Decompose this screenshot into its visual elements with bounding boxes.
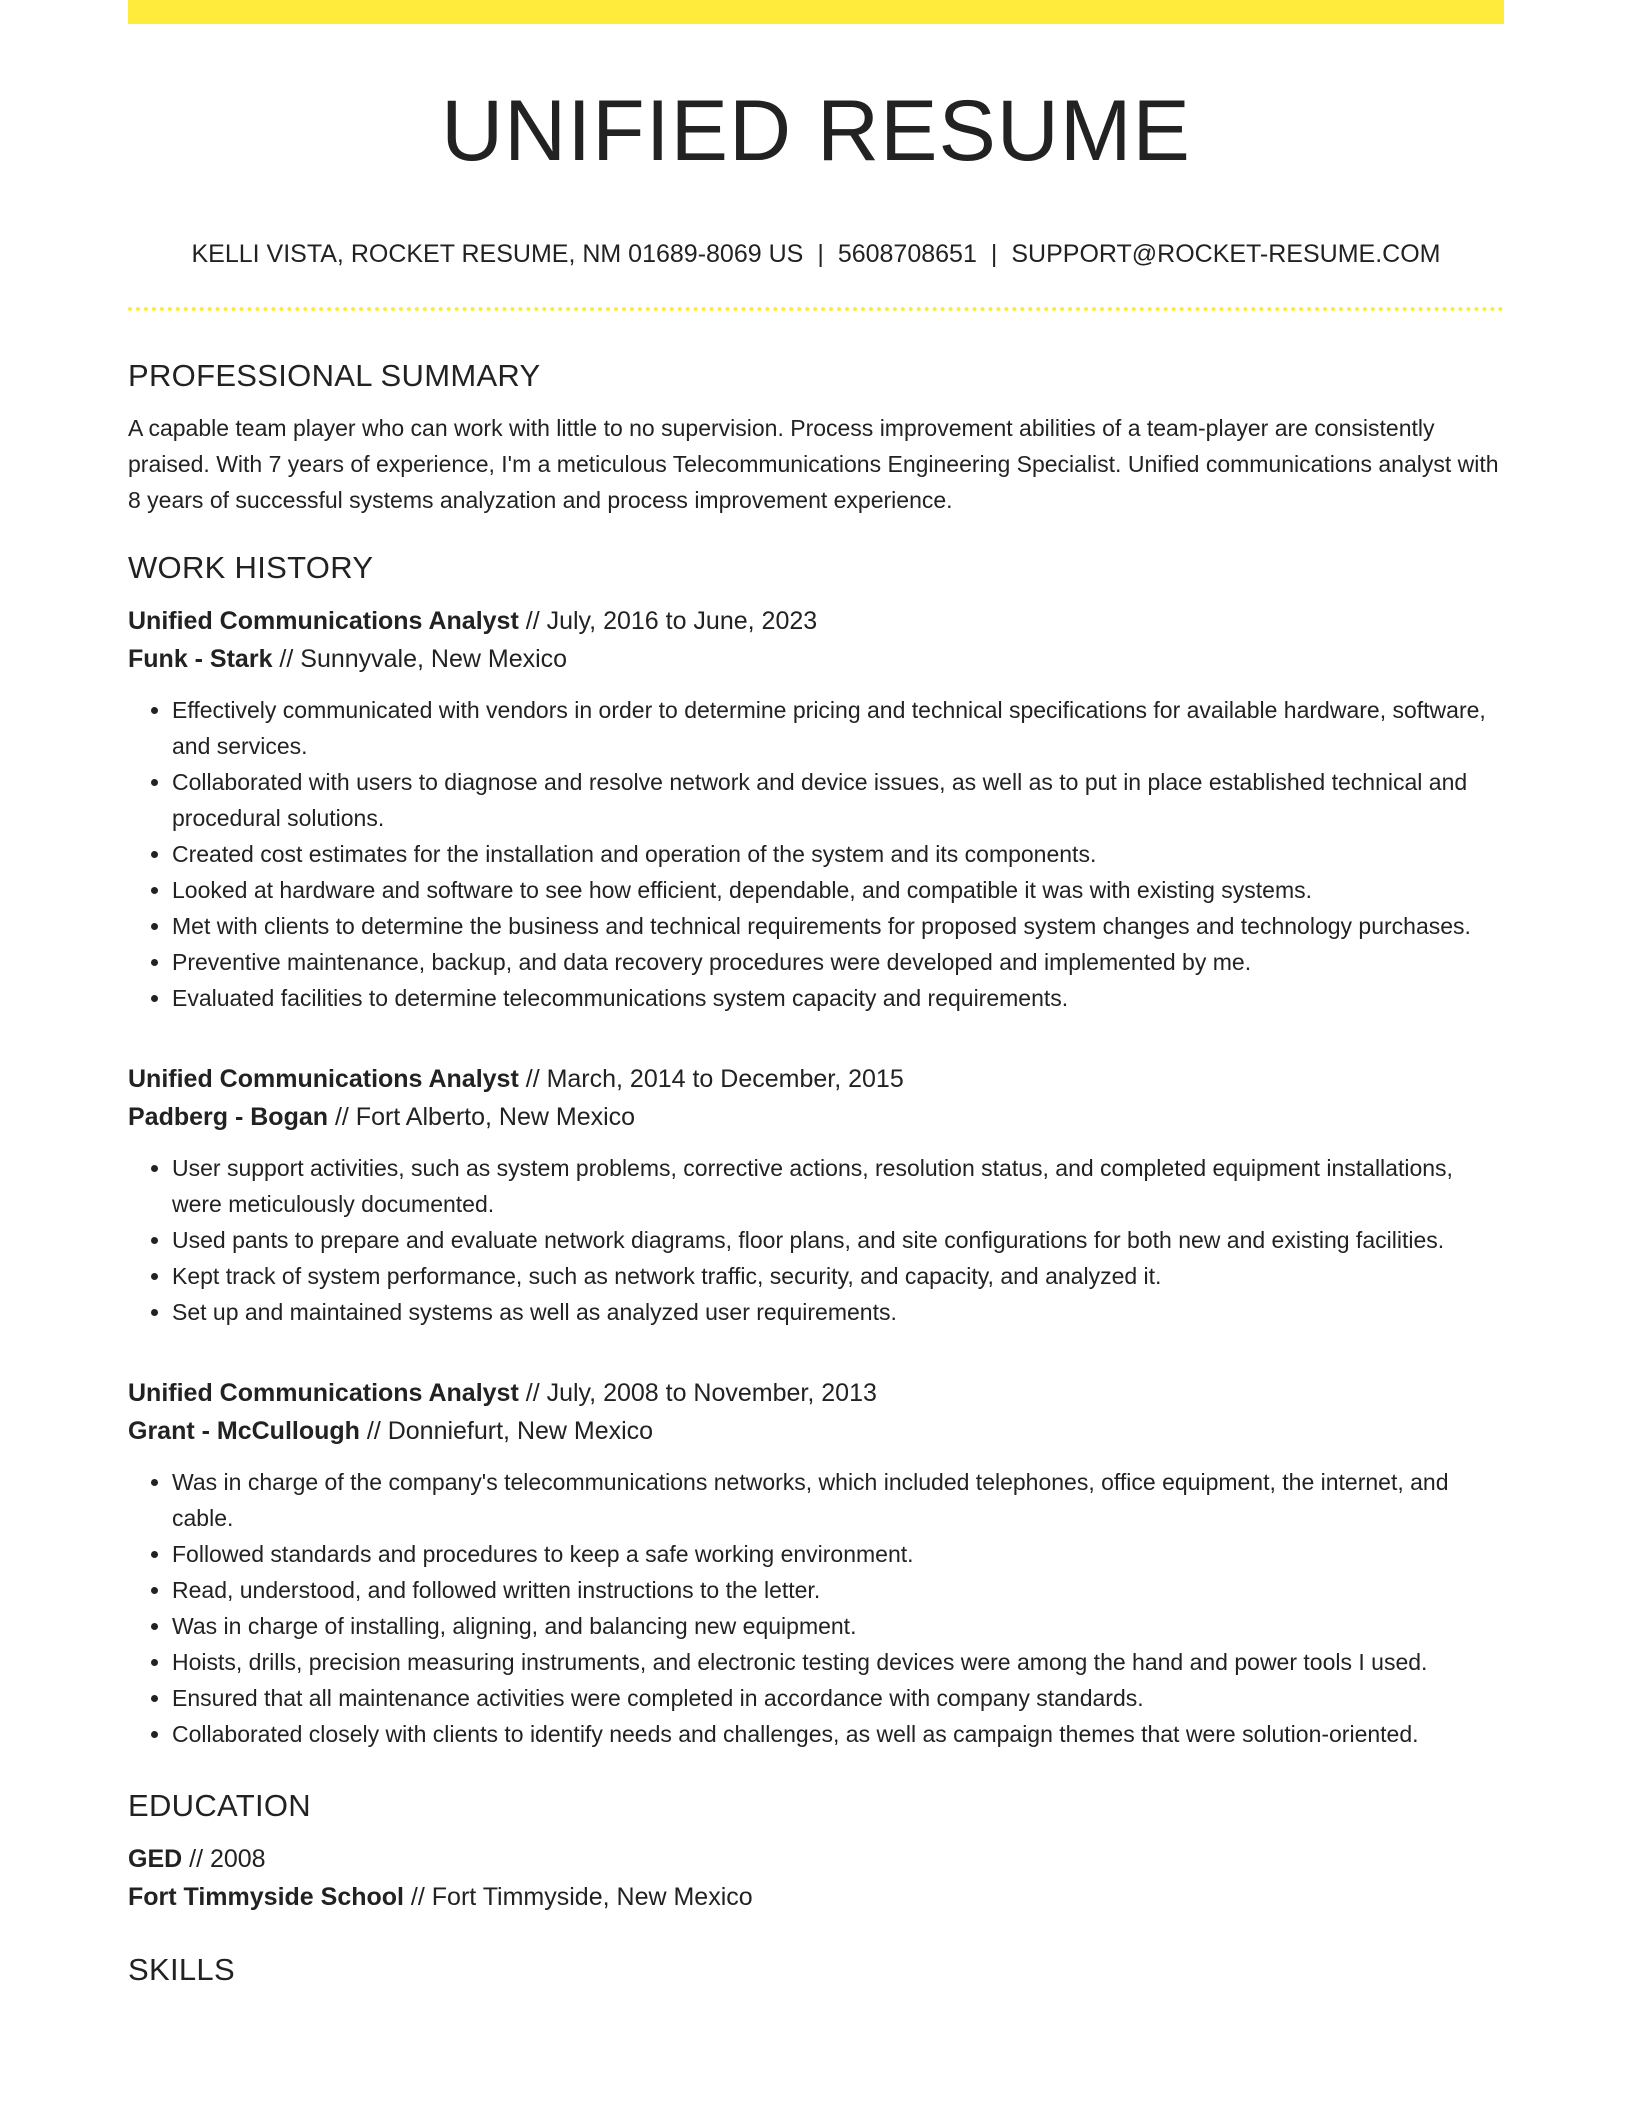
- job-location: // Fort Alberto, New Mexico: [328, 1103, 636, 1131]
- professional-summary-section: [128, 352, 1504, 518]
- job-bullet: • Collaborated with users to diagnose and resolve network and device issues, as well as to put in place established technical and procedural solutions.: [172, 764, 1504, 836]
- job-bullets: [128, 1150, 1504, 1330]
- section-title-education: EDUCATION: [128, 1788, 311, 1823]
- job-bullet: • Ensured that all maintenance activities were completed in accordance with company standards.: [172, 1680, 1504, 1716]
- education-year: // 2008: [182, 1845, 266, 1873]
- job-bullets: [128, 692, 1504, 1016]
- job-bullet: • Kept track of system performance, such as network traffic, security, and capacity, and analyzed it.: [172, 1258, 1504, 1294]
- contact-separator: |: [817, 240, 824, 268]
- job-bullet: • Collaborated closely with clients to identify needs and challenges, as well as campaign themes that were solution-oriented.: [172, 1716, 1504, 1752]
- job-dates: // July, 2008 to November, 2013: [518, 1379, 877, 1407]
- contact-separator: |: [990, 240, 998, 268]
- education-section: [128, 1782, 1504, 1916]
- job-company: Padberg - Bogan: [128, 1103, 329, 1131]
- job-bullet: • Was in charge of the company's telecommunications networks, which included telephones, office equipment, the internet, and cable.: [172, 1464, 1504, 1536]
- job-role: Unified Communications Analyst: [128, 1065, 519, 1093]
- contact-line: [128, 236, 1504, 272]
- resume-title: UNIFIED RESUME: [441, 83, 1191, 179]
- job-bullet: • Read, understood, and followed written instructions to the letter.: [172, 1572, 1504, 1608]
- job-bullet: • Met with clients to determine the business and technical requirements for proposed system changes and technology purchases.: [172, 908, 1504, 944]
- job-bullet: • Was in charge of installing, aligning, and balancing new equipment.: [172, 1608, 1504, 1644]
- education-degree: GED: [128, 1845, 183, 1873]
- job-role-line: [128, 1060, 1504, 1098]
- job-company-line: [128, 640, 1504, 678]
- education-entry: [128, 1840, 1504, 1916]
- job-company-line: [128, 1412, 1504, 1450]
- job-bullet: • Preventive maintenance, backup, and data recovery procedures were developed and implemented by me.: [172, 944, 1504, 980]
- section-title-summary: PROFESSIONAL SUMMARY: [128, 358, 541, 393]
- job-entry: [128, 1060, 1504, 1330]
- job-entry: [128, 602, 1504, 1016]
- education-school-line: [128, 1878, 1504, 1916]
- job-bullets: [128, 1464, 1504, 1752]
- job-bullet: • Set up and maintained systems as well as analyzed user requirements.: [172, 1294, 1504, 1330]
- job-bullet: • Evaluated facilities to determine telecommunications system capacity and requirements.: [172, 980, 1504, 1016]
- job-bullet: • User support activities, such as system problems, corrective actions, resolution status, and completed equipment installations, were meticulously documented.: [172, 1150, 1504, 1222]
- skills-section: [128, 1946, 1504, 1994]
- job-company-line: [128, 1098, 1504, 1136]
- top-accent-bar: [128, 0, 1504, 24]
- job-bullet: • Used pants to prepare and evaluate network diagrams, floor plans, and site configurations for both new and existing facilities.: [172, 1222, 1504, 1258]
- job-dates: // March, 2014 to December, 2015: [518, 1065, 904, 1093]
- job-bullet: • Hoists, drills, precision measuring instruments, and electronic testing devices were among the hand and power tools I used.: [172, 1644, 1504, 1680]
- resume-content: [128, 352, 1504, 1994]
- job-entry: [128, 1374, 1504, 1752]
- summary-text: A capable team player who can work with little to no supervision. Process improvement abilities of a team-player are consistently praised. With 7 years of experience, I'm a meticulous Telecommunications Engineering Specialist. Unified communications analyst with 8 years of successful systems analyzation and process improvement experience.: [128, 415, 1499, 513]
- job-role: Unified Communications Analyst: [128, 1379, 519, 1407]
- job-bullet: • Effectively communicated with vendors in order to determine pricing and technical specifications for available hardware, software, and services.: [172, 692, 1504, 764]
- header-divider: [128, 307, 1504, 311]
- job-bullet: • Looked at hardware and software to see how efficient, dependable, and compatible it was with existing systems.: [172, 872, 1504, 908]
- job-role-line: [128, 602, 1504, 640]
- job-role: Unified Communications Analyst: [128, 607, 519, 635]
- education-school: Fort Timmyside School: [128, 1883, 404, 1911]
- job-company: Grant - McCullough: [128, 1417, 360, 1445]
- job-company: Funk - Stark: [128, 645, 273, 673]
- education-degree-line: [128, 1840, 1504, 1878]
- work-history-section: [128, 544, 1504, 1752]
- contact-address: KELLI VISTA, ROCKET RESUME, NM 01689-8069 US: [191, 240, 804, 268]
- job-role-line: [128, 1374, 1504, 1412]
- section-title-work: WORK HISTORY: [128, 550, 374, 585]
- job-bullet: • Created cost estimates for the installation and operation of the system and its components.: [172, 836, 1504, 872]
- education-location: // Fort Timmyside, New Mexico: [403, 1883, 753, 1911]
- contact-email: SUPPORT@ROCKET-RESUME.COM: [1011, 240, 1441, 268]
- job-dates: // July, 2016 to June, 2023: [518, 607, 818, 635]
- job-location: // Sunnyvale, New Mexico: [272, 645, 568, 673]
- job-location: // Donniefurt, New Mexico: [359, 1417, 654, 1445]
- section-title-skills: SKILLS: [128, 1952, 235, 1987]
- job-bullet: • Followed standards and procedures to keep a safe working environment.: [172, 1536, 1504, 1572]
- contact-phone: 5608708651: [837, 240, 977, 268]
